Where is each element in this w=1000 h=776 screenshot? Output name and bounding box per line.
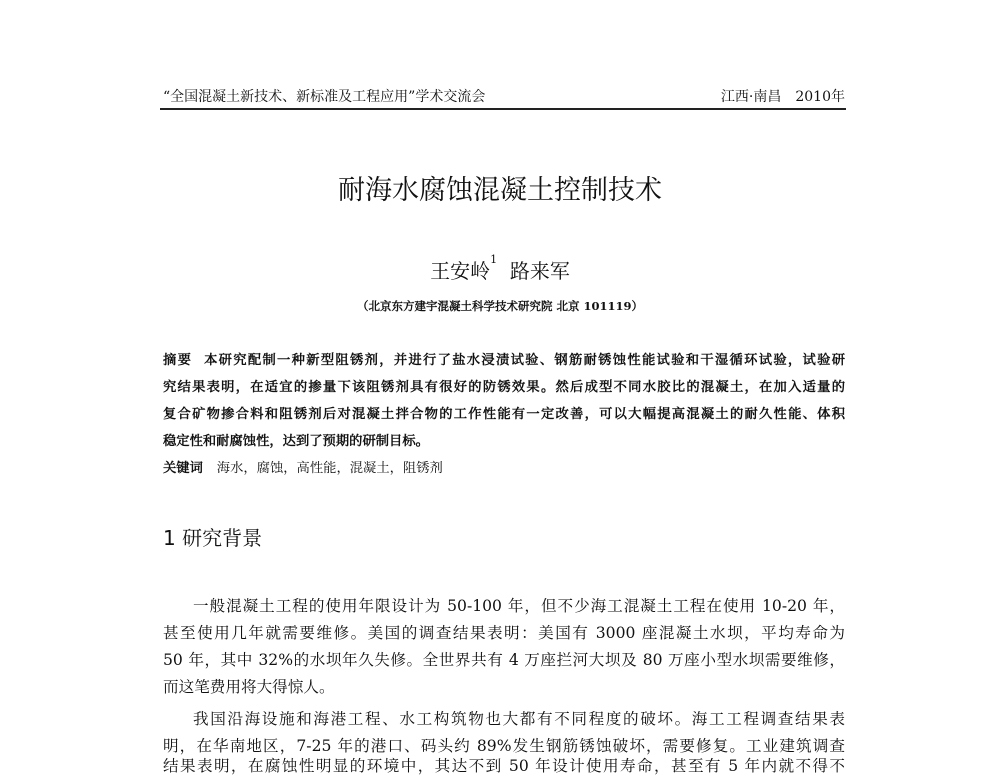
conference-name: “全国混凝土新技术、新标准及工程应用”学术交流会	[163, 89, 486, 105]
affiliation: （北京东方建宇混凝土科学技术研究院 北京 101119）	[356, 299, 643, 313]
author-1: 王安岭	[430, 259, 491, 283]
keywords-text: 海水，腐蚀，高性能，混凝土，阻锈剂	[216, 461, 443, 476]
header-rule	[160, 108, 846, 110]
abstract-line: 究结果表明，在适宜的掺量下该阻锈剂具有很好的防锈效果。然后成型不同水胶比的混凝土，在加入适量的	[163, 380, 845, 395]
keywords-label: 关键词	[163, 461, 203, 476]
body-line: 50 年，其中 32%的水坝年久失修。全世界共有 4 万座拦河大坝及 80 万座小型水坝需要维修，	[163, 651, 845, 669]
section-heading: 1 研究背景	[163, 526, 263, 550]
body-line: 我国沿海设施和海港工程、水工构筑物也大都有不同程度的破坏。海工工程调查结果表	[193, 710, 845, 728]
body-line: 而这笔费用将大得惊人。	[163, 678, 335, 696]
abstract-line: 稳定性和耐腐蚀性，达到了预期的研制目标。	[163, 434, 429, 449]
abstract-line: 复合矿物掺合料和阻锈剂后对混凝土拌合物的工作性能有一定改善，可以大幅提高混凝土的耐久性能、体积	[163, 407, 845, 422]
keywords-line	[163, 457, 845, 477]
abstract-text: 本研究配制一种新型阻锈剂，并进行了盐水浸渍试验、钢筋耐锈蚀性能试验和干湿循环试验，试验研	[204, 353, 846, 368]
running-header	[163, 86, 845, 108]
body-line: 明，在华南地区，7-25 年的港口、码头约 89%发生钢筋锈蚀破坏，需要修复。工业建筑调查	[163, 737, 845, 755]
authors	[0, 255, 1000, 284]
body-line-clipped: 结果表明，在腐蚀性明显的环境中，其达不到 50 年设计使用寿命，甚至有 5 年内就不得不	[163, 757, 845, 775]
conference-place-date: 江西·南昌 2010年	[720, 89, 845, 105]
abstract-line	[163, 349, 845, 369]
abstract-label: 摘要	[163, 353, 193, 368]
body-line: 甚至使用几年就需要维修。美国的调查结果表明：美国有 3000 座混凝土水坝，平均寿命为	[163, 624, 845, 642]
body-line: 一般混凝土工程的使用年限设计为 50-100 年，但不少海工混凝土工程在使用 10-20 年，	[193, 597, 845, 615]
paper-title: 耐海水腐蚀混凝土控制技术	[338, 175, 662, 206]
author-2: 路来军	[509, 259, 570, 283]
author-1-affiliation-mark: 1	[490, 253, 498, 266]
